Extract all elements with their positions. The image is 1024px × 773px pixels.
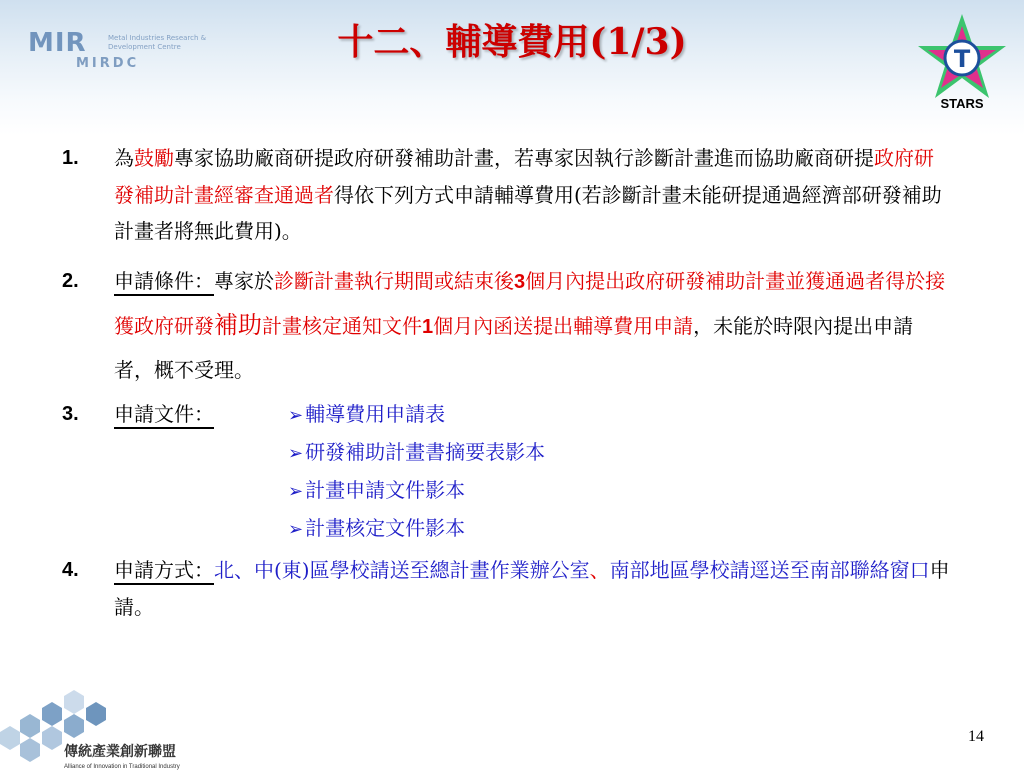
alliance-name: 傳統產業創新聯盟 [64, 744, 176, 760]
item-text-highlight: 3 [514, 270, 526, 293]
item-label: 申請文件： [114, 401, 214, 426]
item-text: 為 [114, 146, 134, 170]
item-text-highlight: 鼓勵 [134, 146, 174, 170]
item-text-highlight: 補助 [214, 310, 262, 339]
content-body [62, 140, 952, 626]
document-label: 輔導費用申請表 [305, 401, 446, 426]
item-text: ，未能於時限內提出申請者，概不受理。 [114, 313, 914, 382]
mir-logo-text: MIR [28, 28, 87, 58]
item-text-highlight: 北、中(東)區學校請送至總計畫作業辦公室 [214, 557, 590, 582]
item-label: 申請方式： [114, 557, 214, 582]
item-text: 申請。 [114, 557, 950, 619]
item-label: 申請條件： [114, 268, 214, 293]
stars-logo-letter: T [953, 45, 971, 73]
arrow-icon: ➢ [288, 518, 304, 540]
item-text-highlight: 個月內函送提出輔導費用申請 [433, 313, 694, 338]
item-text-highlight: 診斷計畫執行期間或結束後 [274, 268, 514, 293]
mirdc-logo-text: MIRDC [76, 56, 140, 71]
item-number: 2. [62, 269, 79, 292]
document-list-item [288, 472, 545, 510]
list-item [62, 552, 952, 626]
item-text-highlight: 1 [422, 315, 434, 338]
arrow-icon: ➢ [288, 404, 304, 426]
item-text-highlight: 個月內提出政府研發補助計畫並獲通過者得於接獲政府研發 [114, 268, 946, 338]
item-text-highlight: 政府研發補助計畫經審查通過者 [114, 146, 934, 207]
alliance-logo-icon [0, 690, 210, 773]
list-item [62, 260, 952, 392]
document-label: 研發補助計畫書摘要表影本 [305, 439, 546, 464]
stars-logo-label: STARS [940, 96, 984, 111]
item-text-highlight: 計畫核定通知文件 [262, 313, 422, 338]
item-text-highlight: 南部地區學校請逕送至南部聯絡窗口 [609, 557, 930, 582]
page-title: 十二、輔導費用(1/3) [337, 21, 687, 63]
page-number: 14 [968, 728, 984, 745]
document-label: 計畫核定文件影本 [305, 515, 466, 540]
item-text: 專家協助廠商研提政府研發補助計畫，若專家因執行診斷計畫進而協助廠商研提 [174, 146, 874, 170]
mir-logo-tagline: Metal Industries Research & Development Centre [108, 34, 207, 51]
alliance-english-name: Alliance of Innovation in Traditional Industry [64, 764, 180, 770]
item-number: 3. [62, 402, 79, 425]
item-number: 1. [62, 147, 79, 169]
item-text: 專家於 [214, 268, 274, 293]
item-number: 4. [62, 558, 79, 581]
arrow-icon: ➢ [288, 480, 304, 502]
document-list-item [288, 434, 545, 472]
document-list-item [288, 396, 545, 434]
arrow-icon: ➢ [288, 442, 304, 464]
document-list [288, 396, 545, 548]
list-item [62, 140, 952, 250]
item-text: 得依下列方式申請輔導費用(若診斷計畫未能研提通過經濟部研發補助計畫者將無此費用)。 [114, 182, 942, 243]
stars-logo-icon [916, 12, 1008, 112]
list-item [62, 396, 952, 544]
item-text-separator: 、 [589, 557, 610, 582]
document-label: 計畫申請文件影本 [305, 477, 466, 502]
document-list-item [288, 510, 545, 548]
